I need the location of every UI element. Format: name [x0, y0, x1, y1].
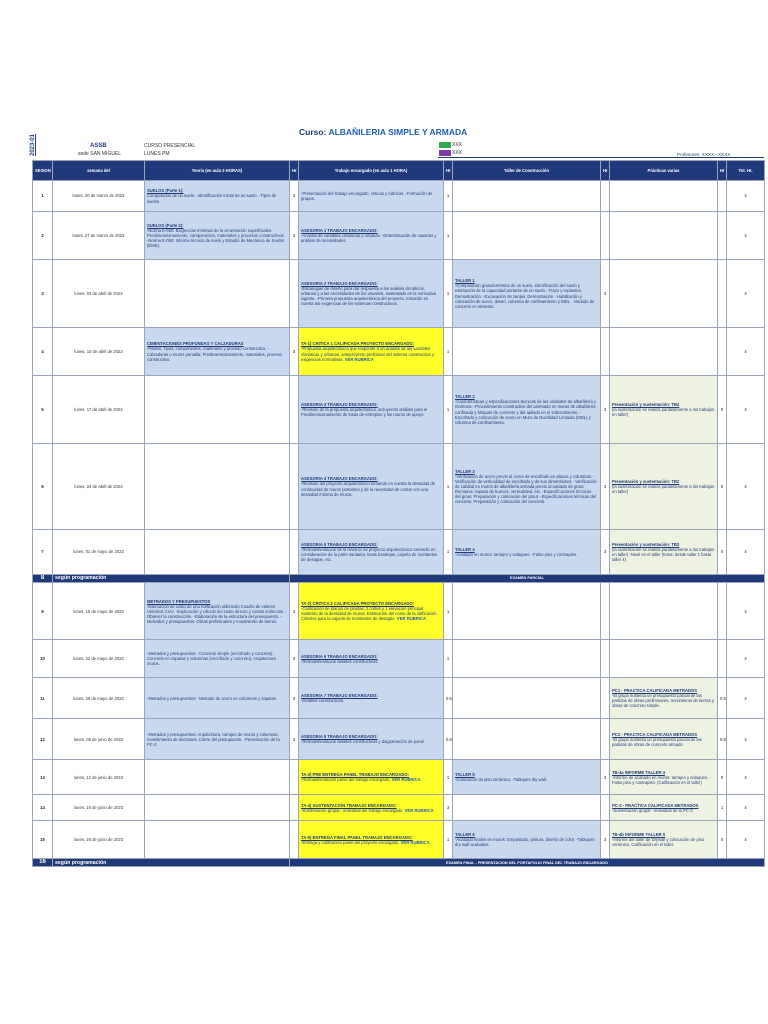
work-text: -Propuesta arquitectónica que responde a un análisis de las variables climáticas y urbanas, anteproyecto preliminar del sistema constructivo y exigencias normativas.: [301, 346, 435, 362]
rubric-link[interactable]: VER RUBRICA: [391, 777, 421, 783]
workshop-cell: [453, 583, 601, 640]
work-hours: 1: [444, 328, 453, 376]
work-cell: [299, 212, 444, 260]
workshop-cell: [453, 328, 601, 376]
theory-hours: 3: [290, 678, 299, 719]
theory-text: -Norma E-050: Exigencias mínimas de la cimentación superficiales. Predimensionamiento, componentes, materiales y procesos constructivos. -Norma E-050: Informe técnico de suelo y Estudio de Mecánica de Suelos (EMS).: [147, 227, 285, 249]
work-title: ASESORIA 3 TRABAJO ENCARGADO:: [301, 401, 378, 407]
col-week: semana del: [53, 161, 145, 181]
total-hours: 4: [727, 760, 765, 795]
session-date: lunes, 24 de abril de 2023: [53, 444, 145, 530]
theory-hours: [290, 376, 299, 444]
theory-cell: [145, 760, 290, 795]
theory-text: -Metrados y presupuestos: Arquitectura, tarrajeo de muros y columnas, revestimiento de derrames. Cierre del presupuesto. -Presentación de la PC-2: [147, 731, 280, 747]
exam-label: EXAMEN PARCIAL: [290, 575, 765, 583]
workshop-hours: 3: [601, 444, 610, 530]
practice-cell: [610, 640, 718, 678]
work-title: ASESORIA 8 TRABAJO ENCARGADO:: [301, 734, 378, 740]
session-number: 2: [33, 212, 53, 260]
practice-text: (la sustentación se realiza paralelamente a los trabajos en taller) -Nivel en el taller (tema: desde taller 1 hasta taller 4): [612, 546, 715, 563]
rubric-link[interactable]: VER RUBRICA: [344, 356, 374, 362]
workshop-cell: [453, 719, 601, 760]
work-text: -Presentación del trabajo encargado, criticas y rúbricas. -Formación de grupos.: [301, 190, 433, 201]
theory-title: CIMENTACIONES PROFUNDAS Y CALZADURAS: [147, 341, 244, 347]
theory-cell: [145, 376, 290, 444]
work-cell: [299, 444, 444, 530]
theory-hours: [290, 760, 299, 795]
workshop-hours: [601, 795, 610, 821]
table-row: [33, 212, 765, 260]
theory-text: -Estimación de costo de una edificación utilizando Cuadro de valores Unitarios CVU. -Explicación y cálculo del costo directo y costos indirectos. -Obtener la construcción. -Elaboración de la estructura del presupuesto. -Metrados y presupuestos: Obras preliminares y movimiento de tierras.: [147, 603, 287, 624]
workshop-hours: [601, 583, 610, 640]
table-row: [33, 678, 765, 719]
table-row: [33, 760, 765, 795]
work-text: -Retroalimentación detalles constructivos y diagramación de panel.: [301, 739, 426, 745]
rubric-link[interactable]: VER RUBRICA: [404, 807, 434, 813]
table-header-row: [33, 161, 765, 181]
workshop-title: TALLER 6: [455, 832, 475, 838]
practice-title: Presentación y sustentación: TB2: [612, 478, 680, 484]
practice-hours: 0.5: [718, 678, 727, 719]
practice-text: -El grupo sustenta un presupuesto parcial de las partidas de obras de concreto armado: [612, 736, 702, 747]
table-row: [33, 821, 765, 859]
table-row: [33, 530, 765, 575]
session-number: 13: [33, 760, 53, 795]
theory-cell: [145, 260, 290, 328]
work-hours: 0.5: [444, 678, 453, 719]
session-number: 10: [33, 640, 53, 678]
session-number: 9: [33, 583, 53, 640]
work-hours: 1: [444, 583, 453, 640]
practice-text: -El grupo sustenta un presupuesto parcial de las partidas de obras preliminares, movimiento de tierras y obras de concreto simple.: [612, 693, 714, 709]
session-number: 16: [33, 859, 53, 867]
practice-hours: [718, 328, 727, 376]
course-name: ALBAÑILERIA SIMPLE Y ARMADA: [328, 127, 468, 137]
theory-cell: [145, 583, 290, 640]
table-row: [33, 260, 765, 328]
practice-cell: [610, 530, 718, 575]
session-date: lunes, 29 de mayo de 2023: [53, 678, 145, 719]
table-row: [33, 376, 765, 444]
work-text: -Estrategias de diseño para dar respuesta a los análisis climáticos, urbanos y a las necesidades de los usuarios, sustentado en la normativa vigente. -Primera propuesta arquitectónica del proyecto, tomando en cuenta las exigencias de los sistemas constructivos.: [301, 285, 437, 307]
work-cell: [299, 760, 444, 795]
col-work: Trabajo encargado (en aula 1 HORA): [299, 161, 444, 181]
work-text: -Detalles constructivos.: [301, 698, 345, 704]
theory-title: SUELOS (Parte 2):: [147, 222, 184, 228]
session-date: lunes, 26 de junio de 2023: [53, 821, 145, 859]
table-row: [33, 181, 765, 212]
session-date: lunes, 01 de mayo de 2023: [53, 530, 145, 575]
theory-hours: 3: [290, 212, 299, 260]
col-theory: Teoría (en aula 3 HORAS): [145, 161, 290, 181]
practice-cell: [610, 760, 718, 795]
col-total: Tot. Hr.: [727, 161, 765, 181]
theory-hours: [290, 260, 299, 328]
total-hours: 4: [727, 678, 765, 719]
work-cell: [299, 640, 444, 678]
workshop-cell: [453, 530, 601, 575]
total-hours: 4: [727, 328, 765, 376]
theory-hours: 3: [290, 640, 299, 678]
workshop-text: -Características y especificaciones técnicas de las unidades de albañilería y morteros. -Procedimiento constructivo del asentado en muros de albañilería confinada y bloques de concreto y del apilado en el sobrecimiento. -Encofrado y colocación de acero en Muro de Ductilidad Limitada (MDL) y columna de confinamiento.: [455, 399, 597, 425]
theory-cell: [145, 444, 290, 530]
practice-text: (la sustentación se realiza paralelamente a los trabajos en taller): [612, 483, 715, 495]
legend-purple-swatch: [439, 150, 451, 156]
theory-text: -Metrados y presupuestos: -Metrado de acero en columnas y zapatas.: [147, 695, 278, 701]
practice-cell: [610, 260, 718, 328]
practice-title: Presentación y sustentación: TB2: [612, 541, 680, 547]
separator-row: [33, 859, 765, 867]
workshop-hours: [601, 328, 610, 376]
theory-text: Composición de un suelo. -Identificación inicial de un suelo. -Tipos de suelos.: [147, 193, 277, 204]
theory-hours: [290, 795, 299, 821]
session-number: 11: [33, 678, 53, 719]
session-number: 12: [33, 719, 53, 760]
theory-cell: [145, 821, 290, 859]
theory-hours: 3: [290, 583, 299, 640]
table-row: [33, 640, 765, 678]
schedule-table: [32, 160, 765, 867]
theory-hours: [290, 530, 299, 575]
work-title: TA-2) CRITICA 2 CALIFICADA PROYECTO ENCARGADO:: [301, 601, 415, 607]
practice-title: PC2 - PRACTICA CALIFICADA METRADOS: [612, 731, 698, 737]
work-cell: [299, 376, 444, 444]
org-label: ASSB: [90, 143, 107, 149]
header-rule: [438, 157, 764, 158]
practice-title: TB-4a INFORME TALLER 4: [612, 769, 665, 775]
session-date: lunes, 12 de junio de 2023: [53, 760, 145, 795]
workshop-hours: [601, 181, 610, 212]
session-number: 8: [33, 575, 53, 583]
practice-hours: 0: [718, 444, 727, 530]
work-hours: 1: [444, 444, 453, 530]
work-title: TA-3) PRE ENTREGA PANEL TRABAJO ENCARGADO:: [301, 772, 410, 778]
practice-text: -Informe del taller de Drywall y colocación de piso cerámico. Calificación en el taller.: [612, 837, 705, 848]
work-title: TA-5) ENTREGA FINAL PANEL TRABAJO ENCARGADO:: [301, 834, 413, 840]
theory-hours: 3: [290, 181, 299, 212]
workshop-hours: 3: [601, 760, 610, 795]
work-hours: 1: [444, 530, 453, 575]
total-hours: 4: [727, 260, 765, 328]
work-hours: 1: [444, 640, 453, 678]
workshop-text: -Composición granulométrica de un suelo, identificación del suelo y estimación de la capacidad portante de un suelo. -Trazo y replanteo. Demostración. -Excavación de zanjas. Demostración. -Habilitación y colocación de acero, dowel, columna de confinamiento y MDL. -Vaciado de concreto en simiento.: [455, 283, 595, 309]
theory-text: -Metrados y presupuestos: -Concreto simple (encofrado y concreto). Concreto en zapatas y columnas (encofrado y concreto). Arquitectura muros.: [147, 651, 276, 667]
workshop-text: -Acabado finales en muros: Empastado, pintura, diseño de color. -Tabiques dry wall acabados.: [455, 837, 595, 848]
practice-hours: 0: [718, 376, 727, 444]
work-text: -Revisión del proyecto arquitectónico tomando en cuenta la densidad de continuidad de muros portantes y de la necesidad de contar con una densidad mínima de muros.: [301, 481, 436, 497]
practice-cell: [610, 795, 718, 821]
workshop-cell: [453, 760, 601, 795]
work-cell: [299, 583, 444, 640]
table-row: [33, 444, 765, 530]
practice-hours: [718, 260, 727, 328]
work-title: TA-4) SUSTENTACIÓN TRABAJO ENCARGADO:: [301, 802, 397, 808]
work-cell: [299, 530, 444, 575]
workshop-title: TALLER 5: [455, 772, 475, 778]
theory-cell: [145, 795, 290, 821]
theory-cell: [145, 328, 290, 376]
total-hours: 4: [727, 444, 765, 530]
workshop-cell: [453, 444, 601, 530]
practice-cell: [610, 181, 718, 212]
practice-title: PC1 - PRACTICA CALIFICADA METRADOS: [612, 688, 698, 694]
theory-text: -Pilotes: Tipos, componentes, materiales y proceso constructivo. -Calzaduras o muros pantalla: Predimensionamiento, materiales, proceso constructivo.: [147, 346, 282, 362]
practice-hours: 0: [718, 530, 727, 575]
session-number: 1: [33, 181, 53, 212]
col-work-hr: Hr: [444, 161, 453, 181]
workshop-text: -Verificación de acero previo al cierre de encofrado en placas y columnas. -Verificación de verticalidad de encofrado y de sus dimensiones. -Verificación de calidad en muros de albañilería armada previo al vaciado de grout. Remueve, tapado de huecos, verticalidad, etc. -Especificaciones técnicas del grout. Preparación y colocación del grout. -Especificaciones técnicas del concreto. Preparación y colocación del concreto.: [455, 473, 597, 505]
workshop-text: -Colocación de piso cerámico. -Tabiques dry wall.: [455, 777, 547, 783]
theory-cell: [145, 212, 290, 260]
theory-title: SUELOS (Parte 1):: [147, 188, 184, 194]
work-hours: 0.5: [444, 719, 453, 760]
schedule-note: según programación: [53, 575, 290, 583]
theory-hours: 3: [290, 328, 299, 376]
total-hours: 4: [727, 640, 765, 678]
session-date: lunes, 03 de abril de 2023: [53, 260, 145, 328]
work-title: ASESORIA 2 TRABAJO ENCARGADO:: [301, 280, 378, 286]
practice-hours: [718, 640, 727, 678]
practice-title: PC-3 - PRACTICA CALIFICADA METRADOS: [612, 802, 699, 808]
practice-cell: [610, 678, 718, 719]
practice-hours: 0: [718, 821, 727, 859]
workshop-hours: [601, 678, 610, 719]
practice-title: Presentación y sustentación: TB2: [612, 401, 680, 407]
legend-green-swatch: [439, 142, 451, 148]
session-number: 3: [33, 260, 53, 328]
workshop-cell: [453, 260, 601, 328]
work-hours: 1: [444, 760, 453, 795]
workshop-hours: 3: [601, 376, 610, 444]
workshop-hours: 3: [601, 821, 610, 859]
practice-cell: [610, 444, 718, 530]
practice-text: -Informe de acabado en muros: tarrajeo y solaqueo. -Falso piso y contrapiso. (Calificación en el taller): [612, 774, 711, 785]
session-date: lunes, 20 de marzo de 2023: [53, 181, 145, 212]
workshop-title: TALLER 4: [455, 546, 475, 552]
work-cell: [299, 260, 444, 328]
session-date: lunes, 10 de abril de 2023: [53, 328, 145, 376]
theory-cell: [145, 719, 290, 760]
workshop-cell: [453, 640, 601, 678]
work-text: -Revisión de la propuesta arquitectónica, incluyendo análisis para el Predimensionamiento de losas de entrepiso y los muros de apoyo.: [301, 406, 428, 418]
session-date: lunes, 19 de junio de 2023: [53, 795, 145, 821]
practice-cell: [610, 328, 718, 376]
work-text: -Retroalimentación panel del trabajo encargado.: [301, 777, 391, 783]
session-number: 4: [33, 328, 53, 376]
exam-label: EXAMEN FINAL - PRESENTACION DEL PORTAFOLIO FINAL DEL TRABAJO ENCARGADO: [290, 859, 765, 867]
theory-hours: 3: [290, 719, 299, 760]
course-title: [299, 127, 467, 137]
schedule-label: LUNES PM: [144, 151, 170, 157]
practice-hours: 0.5: [718, 719, 727, 760]
workshop-cell: [453, 678, 601, 719]
theory-cell: [145, 530, 290, 575]
rubric-link[interactable]: VER RUBRICA: [400, 839, 430, 845]
workshop-cell: [453, 821, 601, 859]
theory-title: METRADOS Y PRESUPUESTOS: [147, 598, 211, 604]
theory-hours: [290, 821, 299, 859]
workshop-hours: 3: [601, 530, 610, 575]
professors-label: Profesores: XXXX - XXXX: [677, 152, 731, 157]
workshop-title: TALLER 3: [455, 468, 475, 474]
col-practices: Prácticas varias: [610, 161, 718, 181]
work-cell: [299, 678, 444, 719]
work-hours: 1: [444, 212, 453, 260]
practice-hours: [718, 212, 727, 260]
work-cell: [299, 181, 444, 212]
total-hours: 4: [727, 212, 765, 260]
theory-cell: [145, 640, 290, 678]
total-hours: 4: [727, 376, 765, 444]
workshop-title: TALLER 1: [455, 278, 475, 284]
practice-cell: [610, 376, 718, 444]
practice-cell: [610, 583, 718, 640]
total-hours: 4: [727, 181, 765, 212]
session-date: lunes, 15 de mayo de 2023: [53, 583, 145, 640]
campus-label: sede SAN MIGUEL: [78, 151, 122, 157]
workshop-hours: 3: [601, 260, 610, 328]
work-hours: 1: [444, 260, 453, 328]
workshop-cell: [453, 795, 601, 821]
practice-cell: [610, 719, 718, 760]
rubric-link[interactable]: VER RUBRICA: [396, 616, 427, 622]
theory-hours: [290, 444, 299, 530]
total-hours: 4: [727, 719, 765, 760]
legend-purple-label: XXX: [452, 150, 463, 156]
session-number: 5: [33, 376, 53, 444]
practice-hours: 1: [718, 795, 727, 821]
course-prefix: Curso:: [299, 127, 329, 137]
total-hours: 4: [727, 530, 765, 575]
session-date: lunes, 27 de marzo de 2023: [53, 212, 145, 260]
work-cell: [299, 719, 444, 760]
work-title: TA-1) CRITICA 1 CALIFICADA PROYECTO ENCARGADO:: [301, 341, 415, 347]
session-number: 7: [33, 530, 53, 575]
session-date: lunes, 22 de mayo de 2023: [53, 640, 145, 678]
workshop-cell: [453, 376, 601, 444]
work-text: -Análisis de variables climáticas y urbanas. -Determinación de usuarios y análisis de necesidades.: [301, 232, 437, 244]
session-number: 14: [33, 795, 53, 821]
table-row: [33, 719, 765, 760]
total-hours: 4: [727, 821, 765, 859]
practice-hours: [718, 583, 727, 640]
work-cell: [299, 795, 444, 821]
workshop-hours: [601, 719, 610, 760]
work-title: ASESORIA 6 TRABAJO ENCARGADO:: [301, 653, 378, 659]
modality-label: CURSO PRESENCIAL: [144, 143, 196, 149]
workshop-cell: [453, 181, 601, 212]
work-text: -Calificación de planos de plantas, 2 cortes y 1 elevación principal. Sustento de la densidad de muros. Estimación del costo de la edificación. Criterios para la cajuela de montantes de desagüe.: [301, 606, 438, 622]
theory-cell: [145, 181, 290, 212]
session-number: 6: [33, 444, 53, 530]
workshop-cell: [453, 212, 601, 260]
col-session: SESION: [33, 161, 53, 181]
col-practices-hr: Hr: [718, 161, 727, 181]
year-stamp: [28, 134, 40, 156]
workshop-text: -Acabado en muros: tarrajeo y solaqueo. -Falso piso y contrapiso.: [455, 552, 578, 557]
workshop-title: TALLER 2: [455, 394, 475, 400]
work-text: -Entrega y calificación panel del proyecto encargado.: [301, 839, 400, 845]
theory-cell: [145, 678, 290, 719]
separator-row: [33, 575, 765, 583]
practice-text: (la sustentación se realiza paralelamente a los trabajos en taller): [612, 406, 715, 418]
workshop-hours: [601, 212, 610, 260]
col-theory-hr: Hr: [290, 161, 299, 181]
work-cell: [299, 328, 444, 376]
session-number: 15: [33, 821, 53, 859]
col-workshop-hr: Hr: [601, 161, 610, 181]
practice-text: -Sustentación grupal - individual de la PC-3: [612, 807, 693, 813]
practice-cell: [610, 212, 718, 260]
workshop-hours: [601, 640, 610, 678]
work-hours: 1: [444, 181, 453, 212]
col-workshop: Taller de Construcción: [453, 161, 601, 181]
work-title: ASESORIA 5 TRABAJO ENCARGADO:: [301, 541, 378, 547]
year-label: 2023-01: [30, 133, 37, 157]
legend-green-label: XXX: [452, 142, 463, 148]
work-hours: 1: [444, 821, 453, 859]
work-text: -Retroalimentación detalles constructivos.: [301, 658, 379, 664]
practice-hours: [718, 181, 727, 212]
session-date: lunes, 05 de junio de 2023: [53, 719, 145, 760]
work-cell: [299, 821, 444, 859]
schedule-note: según programación: [53, 859, 290, 867]
work-hours: 1: [444, 376, 453, 444]
work-hours: 3: [444, 795, 453, 821]
practice-hours: 0: [718, 760, 727, 795]
work-text: -Retroalimentación de la revisión de proyecto arquitectónico tomando en consideración de la parte sanitaria, losas bandejas, cajuela de montantes de desagüe, etc.: [301, 546, 438, 563]
total-hours: 4: [727, 795, 765, 821]
total-hours: 4: [727, 583, 765, 640]
practice-title: TB-4b INFORME TALLER 5: [612, 832, 666, 838]
table-row: [33, 583, 765, 640]
session-date: lunes, 17 de abril de 2023: [53, 376, 145, 444]
practice-cell: [610, 821, 718, 859]
table-body: [33, 181, 765, 867]
work-text: -Sustentación grupal - individual del trabajo encargado.: [301, 807, 404, 813]
table-row: [33, 795, 765, 821]
table-row: [33, 328, 765, 376]
work-title: ASESORIA 7 TRABAJO ENCARGADO:: [301, 693, 378, 699]
work-title: ASESORIA 4 TRABAJO ENCARGADO:: [301, 476, 378, 482]
work-title: ASESORIA 1 TRABAJO ENCARGADO:: [301, 227, 378, 233]
